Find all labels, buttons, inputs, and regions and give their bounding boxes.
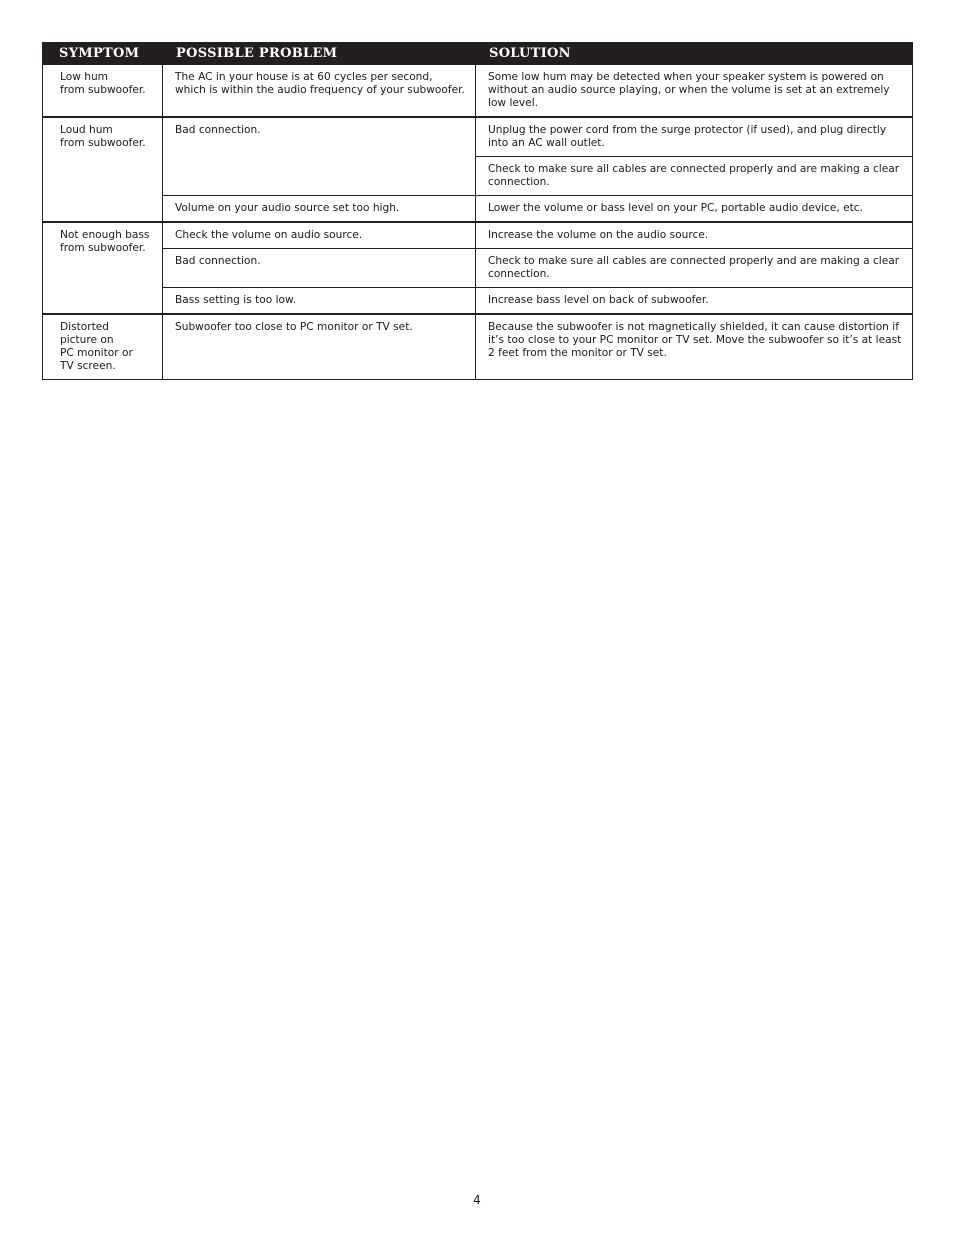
problem-cell: The AC in your house is at 60 cycles per second, which is within the audio frequency of your subwoofer. <box>163 64 476 117</box>
table-row <box>43 64 913 117</box>
symptom-cell <box>43 314 163 380</box>
header-symptom: SYMPTOM <box>43 43 163 65</box>
table-header-row <box>43 43 913 65</box>
problem-cell: Bass setting is too low. <box>163 288 476 315</box>
problem-cell: Volume on your audio source set too high. <box>163 196 476 223</box>
symptom-text: Loud hum from subwoofer. <box>60 124 146 149</box>
problem-cell: Check the volume on audio source. <box>163 222 476 249</box>
problem-cell: Bad connection. <box>163 249 476 288</box>
page-number: 4 <box>473 1193 481 1207</box>
symptom-text: Low hum from subwoofer. <box>60 71 146 96</box>
header-solution: SOLUTION <box>476 43 913 65</box>
symptom-text: Not enough bass from subwoofer. <box>60 229 150 254</box>
solution-cell: Lower the volume or bass level on your PC, portable audio device, etc. <box>476 196 913 223</box>
symptom-text: Distorted picture on PC monitor or TV screen. <box>60 321 133 372</box>
symptom-cell <box>43 222 163 314</box>
table-row <box>43 196 913 223</box>
symptom-cell <box>43 64 163 117</box>
problem-cell: Subwoofer too close to PC monitor or TV set. <box>163 314 476 380</box>
solution-cell: Increase bass level on back of subwoofer. <box>476 288 913 315</box>
solution-cell: Check to make sure all cables are connected properly and are making a clear connection. <box>476 157 913 196</box>
solution-cell: Unplug the power cord from the surge protector (if used), and plug directly into an AC wall outlet. <box>476 117 913 157</box>
problem-cell: Bad connection. <box>163 117 476 196</box>
troubleshooting-table <box>42 42 913 380</box>
solution-cell: Some low hum may be detected when your speaker system is powered on without an audio source playing, or when the volume is set at an extremely low level. <box>476 64 913 117</box>
table-row <box>43 288 913 315</box>
solution-cell: Increase the volume on the audio source. <box>476 222 913 249</box>
solution-cell: Check to make sure all cables are connected properly and are making a clear connection. <box>476 249 913 288</box>
symptom-cell <box>43 117 163 222</box>
header-possible-problem: POSSIBLE PROBLEM <box>163 43 476 65</box>
table-row <box>43 249 913 288</box>
table-row <box>43 117 913 157</box>
table-row <box>43 314 913 380</box>
table-row <box>43 222 913 249</box>
solution-cell: Because the subwoofer is not magnetically shielded, it can cause distortion if it’s too close to your PC monitor or TV set. Move the subwoofer so it’s at least 2 feet from the monitor or TV set. <box>476 314 913 380</box>
